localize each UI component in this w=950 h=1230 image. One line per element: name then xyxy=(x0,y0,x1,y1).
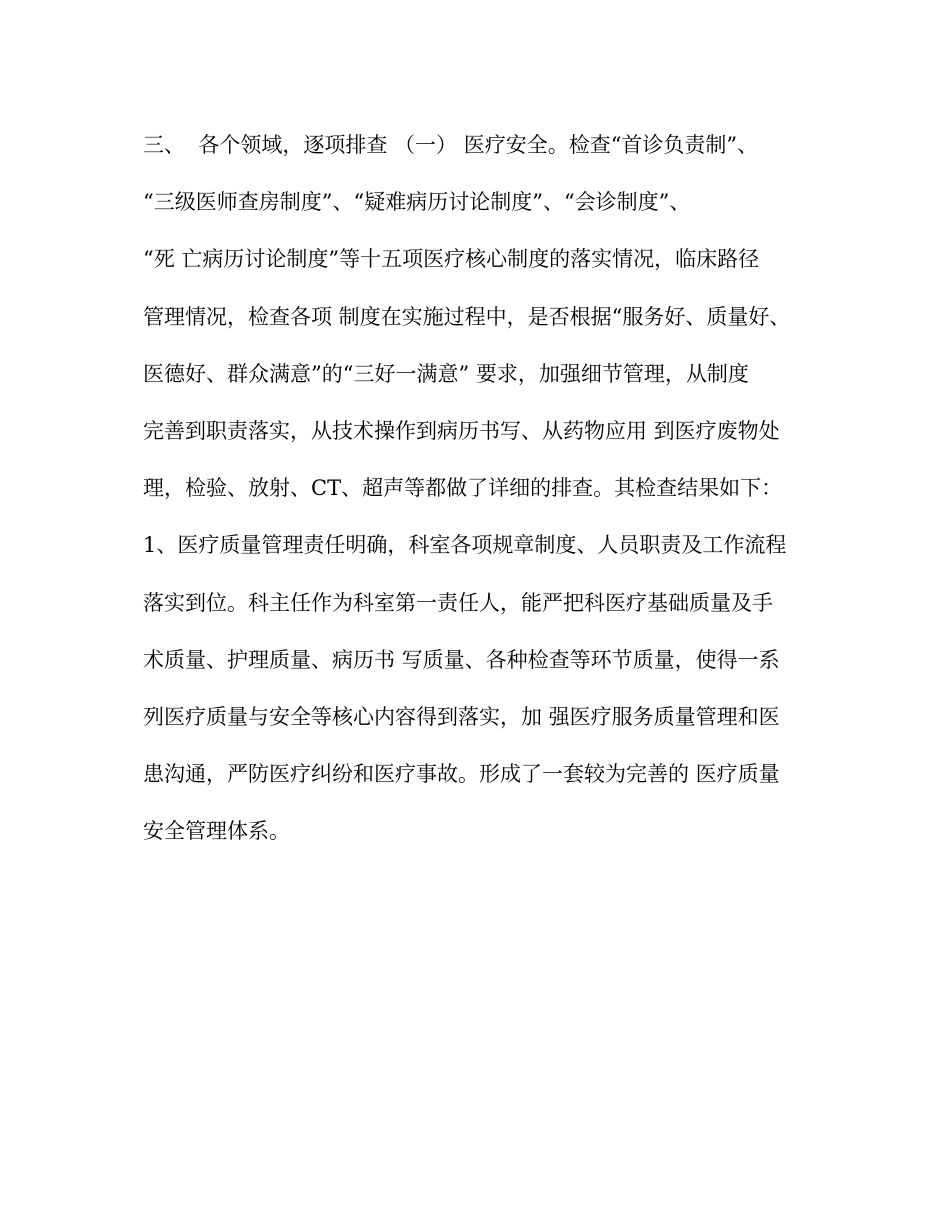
text-line: 列医疗质量与安全等核心内容得到落实，加 强医疗服务质量管理和医 xyxy=(143,704,780,729)
text-line: 1、医疗质量管理责任明确，科室各项规章制度、人员职责及工作流程 xyxy=(143,533,787,558)
text-line: 落实到位。科主任作为科室第一责任人，能严把科医疗基础质量及手 xyxy=(143,590,773,615)
text-line: 完善到职责落实，从技术操作到病历书写、从药物应用 到医疗废物处 xyxy=(143,418,780,443)
text-line: “死 亡病历讨论制度”等十五项医疗核心制度的落实情况，临床路径 xyxy=(143,247,760,272)
text-line: 管理情况，检查各项 制度在实施过程中，是否根据“服务好、质量好、 xyxy=(143,304,791,329)
text-line: 患沟通，严防医疗纠纷和医疗事故。形成了一套较为完善的 医疗质量 xyxy=(143,762,780,787)
body-text xyxy=(143,125,823,868)
text-line: 安全管理体系。 xyxy=(143,819,290,844)
text-line: “三级医师查房制度”、“疑难病历讨论制度”、“会诊制度”、 xyxy=(143,190,691,215)
text-line: 医德好、群众满意”的“三好一满意” 要求，加强细节管理，从制度 xyxy=(143,361,749,386)
text-line: 三、 各个领域，逐项排查 （一） 医疗安全。检查“首诊负责制”、 xyxy=(143,133,759,157)
text-line: 理，检验、放射、CT、超声等都做了详细的排查。其检查结果如下： xyxy=(143,476,783,501)
text-line: 术质量、护理质量、病历书 写质量、各种检查等环节质量，使得一系 xyxy=(143,647,780,672)
